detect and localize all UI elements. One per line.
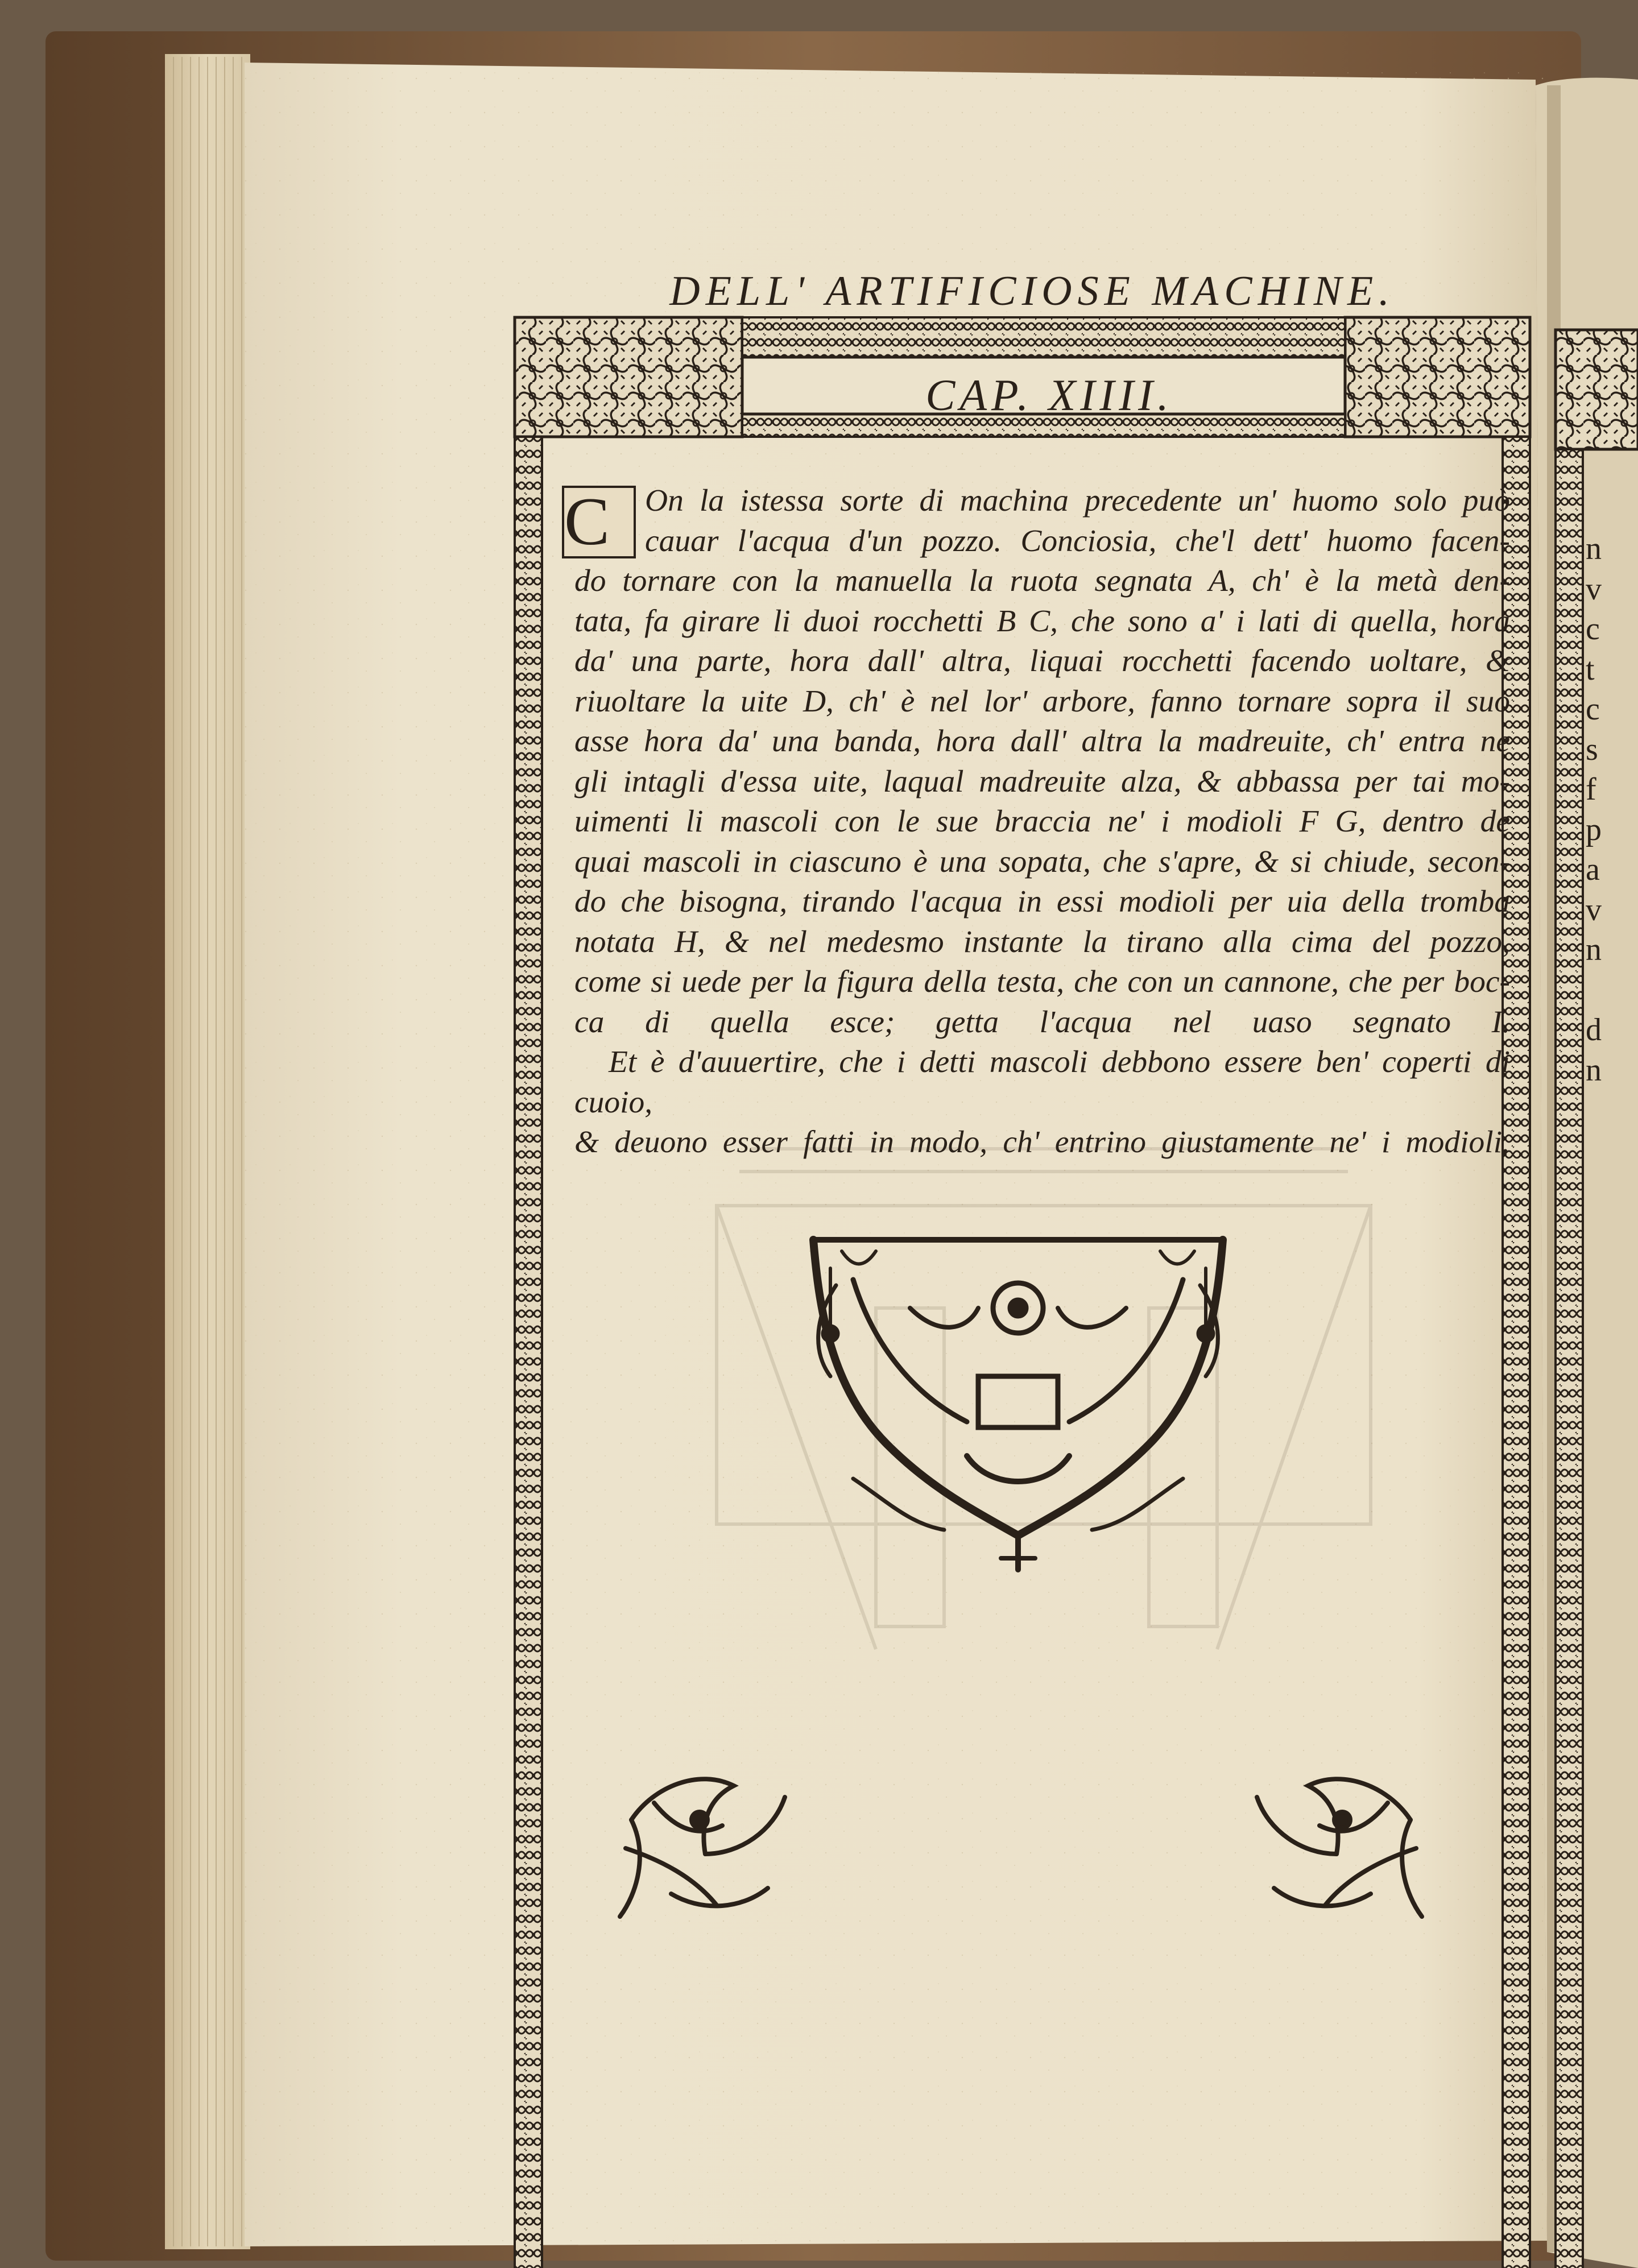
facing-line: v xyxy=(1586,571,1602,607)
facing-line: n xyxy=(1586,932,1602,967)
para1-line: ca di quella esce; getta l'acqua nel uaso segnato I. xyxy=(574,1004,1510,1040)
facing-line: n xyxy=(1586,531,1602,566)
para1-line: uimenti li mascoli con le sue braccia ne' i modioli F G, dentro de xyxy=(574,804,1510,839)
para1-line: quai mascoli in ciascuno è una sopata, che s'apre, & si chiude, secon- xyxy=(574,844,1510,879)
para1-line: da' una parte, hora dall' altra, liquai rocchetti facendo uoltare, & xyxy=(574,644,1510,678)
para1-line: tata, fa girare li duoi rocchetti B C, che sono a' i lati di quella, hora xyxy=(574,603,1510,639)
dropcap: C xyxy=(562,486,636,558)
facing-line: d xyxy=(1586,1012,1602,1048)
facing-line: p xyxy=(1586,812,1602,847)
para1-line: come si uede per la figura della testa, che con un cannone, che per boc- xyxy=(574,965,1510,999)
para1-line: do tornare con la manuella la ruota segnata A, ch' è la metà den- xyxy=(574,564,1510,598)
chapter-title: CAP. XIIII. xyxy=(925,370,1173,420)
para1-line: gli intagli d'essa uite, laqual madreuite alza, & abbassa per tai mo- xyxy=(574,764,1510,799)
facing-line: s xyxy=(1586,731,1598,767)
facing-line: c xyxy=(1586,692,1600,727)
para1-line: asse hora da' una banda, hora dall' altra la madreuite, ch' entra ne xyxy=(574,724,1510,759)
para2-line: & deuono esser fatti in modo, ch' entrino giustamente ne' i modioli. xyxy=(574,1125,1510,1160)
para2-line: Et è d'auuertire, che i detti mascoli debbono essere ben' coperti di cuoio, xyxy=(574,1045,1510,1120)
paragraph-1 xyxy=(564,481,1510,1042)
facing-line: v xyxy=(1586,892,1602,928)
facing-page-text xyxy=(1586,529,1637,1090)
para1-line: On la istessa sorte di machina precedente un' huomo solo può xyxy=(645,483,1510,518)
running-head: DELL' ARTIFICIOSE MACHINE. xyxy=(669,268,1395,314)
facing-line xyxy=(1586,970,1637,1011)
para1-line: cauar l'acqua d'un pozzo. Conciosia, che'l dett' huomo facen- xyxy=(645,523,1510,558)
body-text xyxy=(564,481,1510,1163)
facing-line: a xyxy=(1586,852,1600,887)
paragraph-2 xyxy=(574,1042,1510,1163)
facing-line: c xyxy=(1586,611,1600,647)
para1-line: do che bisogna, tirando l'acqua in essi modioli per uia della tromba xyxy=(574,884,1510,919)
facing-line: t xyxy=(1586,651,1595,687)
para1-line: riuoltare la uite D, ch' è nel lor' arbore, fanno tornare sopra il suo xyxy=(574,684,1510,719)
facing-line: f xyxy=(1586,772,1596,807)
para1-line: notata H, & nel medesmo instante la tirano alla cima del pozzo, xyxy=(574,924,1510,959)
facing-line: n xyxy=(1586,1052,1602,1088)
